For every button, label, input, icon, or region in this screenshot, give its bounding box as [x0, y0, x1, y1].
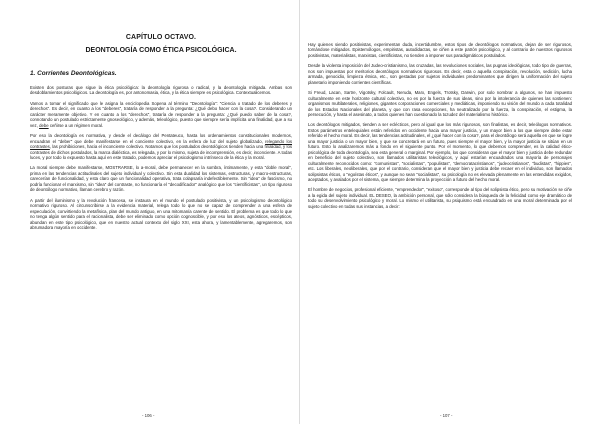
paragraph: La moral siempre debe manifestarse, MOSTRARSE, lo a-moral, debe permanecer en la sombra, íntimamente, y esta "doble moral", prima en las tendencias actitudinales del sujeto individual y colectivo. Sin esta dualidad los sistemas, estructuras, y macro-estructuras, carecerían de funcionalidad, y esta claro que un funcionalidad operativa, trata colapsaría indefectiblemente. Sin "idea" de fascismo, no podría funcionar el marxismo, sin "idea" del contraste, no funcionaría el "decodificador" analógico que los "científicistas", un tipo riguroso de deontólogo normativo, llaman cerebro y razón.	[30, 165, 292, 193]
underlined-text: debe	[39, 122, 49, 128]
paragraph	[30, 133, 292, 160]
chapter-heading: CAPÍTULO OCTAVO.	[125, 34, 197, 41]
text-run: ceñirse a un régimen moral.	[48, 122, 104, 128]
page-number-right: - 107 -	[440, 413, 453, 418]
paragraph: A partir del iluminismo y la revolución francesa, se instaura en el mundo el postulado positivista, y un psicologismo deontológico normativo riguroso. Al circunscribirse a la evidencia material, relega todo lo que no se capaz de comprender a una esfera de especulación, convirtiendo la metafísica, plan del mundo antiguo, en una mitomanía carente de sentido. El problema es que todo lo que no tenga algún sentido para el racionalista, debe ser eliminado como opción cognoscible, y por eso los ateos, agnósticos, escépticos, abundan en este tipo psicológico, que en nuestro actual contexto del siglo XXI, esta ahora, y lamentablemente, agregaremos, son abrumadora mayoría en occidente.	[30, 197, 292, 230]
text-run: Vamos a tomar el significado que le asigna la enciclopedia Sopena al término "Deontología": "Ciencia o tratado de los deberes y derechos". Es decir, en cuanto a los "deberes", trataría de responder a la pregunta: ¿Qué debo hacer con la cosa?. Considerando un carácter meramente objetivo. Y en cuanto a los "derechos", trataría de responder a la pregunta: ¿Qué puedo saber de la cosa?, connotando un postulado estrictamente gnoseológico, y además, teleológico, puesto que siempre sería implícita una finalidad, que a su vez,	[30, 100, 292, 128]
paragraph	[30, 101, 292, 128]
text-run: , las prohibiciones, hacia el inconciente colectivo. Notamos que los postulados deontológicos tienden hacia una finalidad, y los contrastes de dichos postulados, la marca dialéctica, es relegada, y por lo mismo, sujeta de incomprensión, es decir, inconciente. A todas luces, y por todo lo expuesto hasta aquí en este tratado, podemos apreciar el psicologismo intrínseco de la ética y la moral.	[30, 144, 292, 160]
paragraph: El hombre de negocios, profesional eficiente, "emprendedor", "exitoso", corresponde al tipo del solipsista ético, pero su motivación se ciñe a la egida del sujeto individual. EL DESEO, la ambición personal, que sólo considera la búsqueda de la felicidad como eje dramático de todo su desenvolvimiento psicológico y moral. Lo mismo el utilitarista, su psiquismo está encuadrado en una moral determinada por el sujeto colectivo en todas sus instancias, a decir:	[308, 187, 572, 209]
chapter-title: DEONTOLOGÍA COMO ÉTICA PSICOLÓGICA.	[85, 47, 237, 54]
right-page	[300, 0, 600, 424]
paragraph: Hay quienes siendo positivistas, experimentan duda, incertidumbre, estos tipos de deontólogos normativos, dejan de ser rigurosos, tornándose mitigados. Epistemólogos, empiristas, autodidactas, se ciñen a este patrón psicológico, y al contrario de nuestros rigurosos positivistas, materialistas, marxistas, cientificistas, no tienden a imponer sus paradigmáticos postulados.	[308, 42, 572, 58]
paragraph: Existen dos posturas que sigue la ética psicológica: la deontología rigurosa o radical, y la deontología mitigada. Ambas son desdoblamientos psicológicos. La deontología es, por antonomasia, ética, y la ética siempre es psicológica. Contextualicemos.	[30, 85, 292, 96]
text-run: Por eso la deontología es normativa, y desde el decálogo del Pentateuco, hasta los ordenamientos constitucionales modernos, encuadran el "deber" que debe manifestarse en el conciente colectivo, en la esfera de luz del sujeto globalizado,	[30, 133, 292, 144]
underlined-text: relegando los contrastes	[30, 138, 292, 150]
section-heading: 1. Corrientes Deontológicas.	[30, 70, 117, 77]
paragraph: Si Freud, Lacan, Sartre, Vigotsky, Folcault, Neruda, Marx, Engels, Trotsky, Darwin, por solo nombrar a algunos, se han impuesto culturalmente en este horizonte cultural colectivo, no es por la fuerza de sus ideas, sino por la intolerancia de quienes las sostienen: organismos multilaterales, religiones, gigantes corporaciones comerciales y mediáticas, imponiendo su visión del mundo a cada totalidad de los Estados Nacionales del planeta, y que con rasa excepciones, ha neutralizado por la fuerza, la conspiración, el estigma, la persecución, y hasta el asesinato, a todos quienes han cuestionado la tozudez del materialismo histórico.	[308, 90, 572, 117]
paragraph: Los deontólogos mitigados, tienden a ser eclécticos, pero al igual que los más rigurosos, son finalistas, es decir, teleólogos normativos. Estos parámetros entelequiales están referidos en occidente hacia una mayor justicia, y un mayor bien a los que siempre debe estar referido el hecho moral. Es decir, las tendencias actitudinales, el ¿qué hacer con la cosa?, para el deontólogo será aquella en que se logre una mayor justicia o un mayor bien, y que se concretará en un futuro, pues siempre el mayor bien, y la mayor justicia se sitúan en un futuro. Esto lo analizaremos más a fondo en el siguiente punto. Por el momento, lo que debemos comprender, es la calidad ético-psicológica de toda deontología, sea esta general o marginal. Por ejemplo, los que consideran que el mayor bien y justicia debe redundar en beneficio del sujeto colectivo, son llamados utilitaristas teleológicos, y aquí estarían encuadrados una mayoría de personajes culturalmente reconocidos como: "comunistas", "socialistas", "populistas", "democratacristianos", "judeocristianos", "budistas", "hippies", etc. Los liberales, neoliberales, que por el contrario, consideran que el mayor bien y justicia debe recaer en el individuo, son llamados solipsistas éticos, o "egoístas éticos", y aunque no sean "socialistas", su psicología no es elevada plenamente en las entendidas exigidos, aceptados, y avalados por el sistema, que siempre determina la proyección a futuro del hecho moral.	[308, 122, 572, 182]
page-number-left: - 106 -	[142, 413, 155, 418]
paragraph: Desde la violenta imposición del Judeo-cristianismo, las cruzadas, las revoluciones sociales, las pugnas ideológicas, todo tipo de guerras, nos son impuestas por meritorios deontólogos normativos rigurosos. Es decir, esta o aquella conspiración, revolución, sedición, lucha armada, genocidio, limpieza étnica, etc., son gestadas por sujetos individuales predominantes que dirigen la uniformación del sujeto planetario imponiendo corrientes científicas.	[308, 63, 572, 85]
